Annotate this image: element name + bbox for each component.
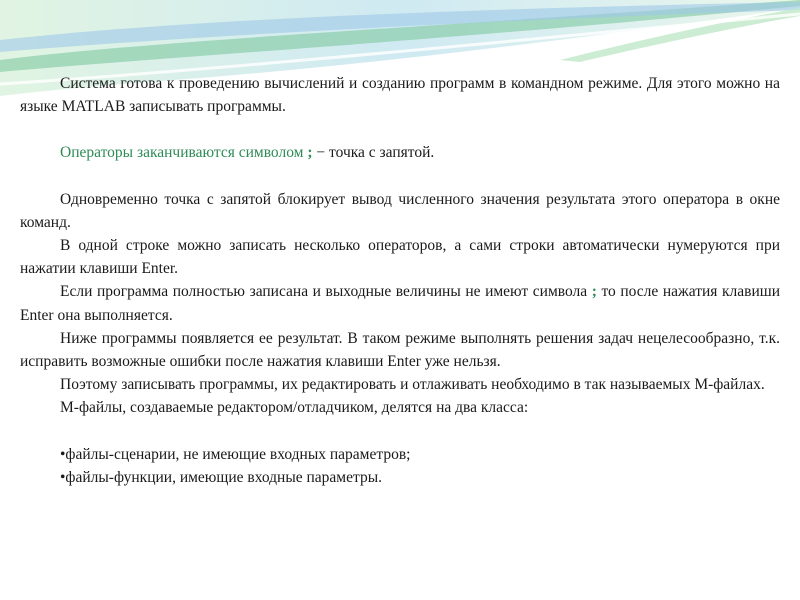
operators-text: Операторы заканчиваются символом	[60, 144, 308, 162]
paragraph-result: Ниже программы появляется ее результат. В таком режиме выполнять решения задач нецелесообразно, т.к. исправить возможные ошибки после нажатия клавиши Enter уже нельзя.	[20, 329, 780, 371]
paragraph-intro: Система готова к проведению вычислений и созданию программ в командном режиме. Для этого можно на языке MATLAB записывать программы.	[20, 75, 780, 116]
execution-text-end: то после нажатия клавиши Enter она выполняется.	[20, 283, 780, 324]
operators-text-end: − точка с запятой.	[312, 144, 435, 162]
bullet-functions: •файлы-функции, имеющие входные параметры.	[60, 468, 382, 486]
paragraph-execution	[20, 280, 780, 326]
semicolon-symbol: ;	[307, 144, 313, 162]
paragraph-operators	[20, 141, 780, 164]
paragraph-block-output: Одновременно точка с запятой блокирует вывод численного значения результата этого оператора в окне команд.	[20, 190, 780, 231]
paragraph-mfiles: Поэтому записывать программы, их редактировать и отлаживать необходимо в так называемых M-файлах.	[60, 376, 765, 394]
bullet-scripts: •файлы-сценарии, не имеющие входных параметров;	[60, 445, 411, 463]
paragraph-classes: M-файлы, создаваемые редактором/отладчиком, делятся на два класса:	[60, 399, 529, 417]
execution-text: Если программа полностью записана и выходные величины не имеют символа	[60, 283, 592, 301]
paragraph-multiple-operators: В одной строке можно записать несколько операторов, а сами строки автоматически нумеруются при нажатии клавиши Enter.	[20, 237, 780, 278]
slide-text-body	[20, 72, 780, 489]
semicolon-symbol: ;	[591, 283, 597, 301]
